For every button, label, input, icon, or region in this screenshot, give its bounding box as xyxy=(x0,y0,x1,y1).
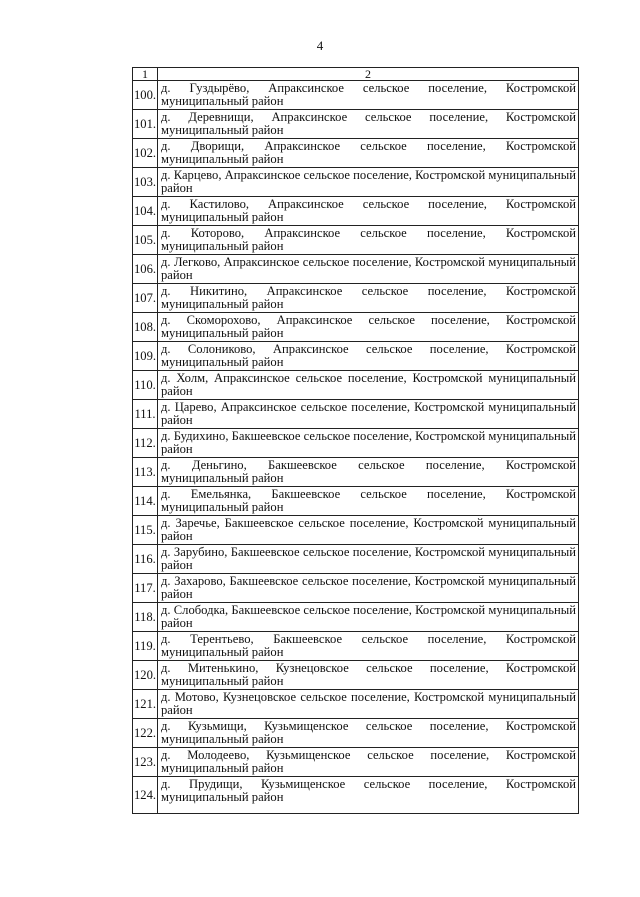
table-row xyxy=(133,748,579,777)
table-row xyxy=(133,487,579,516)
table-row xyxy=(133,197,579,226)
row-number: 100. xyxy=(133,81,158,110)
settlement-description: д. Карцево, Апраксинское сельское поселение, Костромской муниципальный район xyxy=(161,168,576,195)
settlements-table xyxy=(132,67,579,814)
row-number: 105. xyxy=(133,226,158,255)
table-row xyxy=(133,255,579,284)
settlement-description: д. Прудищи, Кузьмищенское сельское поселение, Костромской муниципальный район xyxy=(161,777,576,804)
row-number: 106. xyxy=(133,255,158,284)
row-number: 120. xyxy=(133,661,158,690)
row-cell xyxy=(158,719,579,748)
table-row xyxy=(133,342,579,371)
settlement-description: д. Зарубино, Бакшеевское сельское поселение, Костромской муниципальный район xyxy=(161,545,576,572)
settlement-description: д. Деньгино, Бакшеевское сельское поселение, Костромской муниципальный район xyxy=(161,458,576,485)
table-row xyxy=(133,226,579,255)
row-number: 116. xyxy=(133,545,158,574)
header-col-number: 1 xyxy=(133,68,158,81)
row-cell xyxy=(158,81,579,110)
row-number: 117. xyxy=(133,574,158,603)
row-cell xyxy=(158,777,579,814)
row-cell xyxy=(158,400,579,429)
settlement-description: д. Захарово, Бакшеевское сельское поселение, Костромской муниципальный район xyxy=(161,574,576,601)
table-row xyxy=(133,661,579,690)
row-cell xyxy=(158,226,579,255)
row-cell xyxy=(158,168,579,197)
row-cell xyxy=(158,197,579,226)
table-row xyxy=(133,371,579,400)
page-number: 4 xyxy=(316,38,324,53)
settlement-description: д. Царево, Апраксинское сельское поселение, Костромской муниципальный район xyxy=(161,400,576,427)
row-number: 101. xyxy=(133,110,158,139)
row-cell xyxy=(158,545,579,574)
settlement-description: д. Холм, Апраксинское сельское поселение, Костромской муниципальный район xyxy=(161,371,576,398)
row-cell xyxy=(158,516,579,545)
row-number: 110. xyxy=(133,371,158,400)
settlement-description: д. Емельянка, Бакшеевское сельское поселение, Костромской муниципальный район xyxy=(161,487,576,514)
settlement-description: д. Которово, Апраксинское сельское поселение, Костромской муниципальный район xyxy=(161,226,576,253)
table-row xyxy=(133,545,579,574)
row-cell xyxy=(158,487,579,516)
row-number: 124. xyxy=(133,777,158,814)
row-cell xyxy=(158,632,579,661)
table-row xyxy=(133,400,579,429)
row-number: 109. xyxy=(133,342,158,371)
table-row xyxy=(133,313,579,342)
settlement-description: д. Скоморохово, Апраксинское сельское поселение, Костромской муниципальный район xyxy=(161,313,576,340)
settlement-description: д. Мотово, Кузнецовское сельское поселение, Костромской муниципальный район xyxy=(161,690,576,717)
row-number: 119. xyxy=(133,632,158,661)
settlement-description: д. Будихино, Бакшеевское сельское поселение, Костромской муниципальный район xyxy=(161,429,576,456)
table-row xyxy=(133,284,579,313)
row-cell xyxy=(158,313,579,342)
table-row xyxy=(133,516,579,545)
row-number: 111. xyxy=(133,400,158,429)
row-cell xyxy=(158,429,579,458)
settlement-description: д. Митенькино, Кузнецовское сельское поселение, Костромской муниципальный район xyxy=(161,661,576,688)
table-row xyxy=(133,429,579,458)
row-cell xyxy=(158,342,579,371)
settlement-description: д. Деревнищи, Апраксинское сельское поселение, Костромской муниципальный район xyxy=(161,110,576,137)
table-row xyxy=(133,719,579,748)
table-row xyxy=(133,139,579,168)
row-cell xyxy=(158,661,579,690)
table-header-row xyxy=(133,68,579,81)
row-number: 108. xyxy=(133,313,158,342)
row-cell xyxy=(158,284,579,313)
row-number: 115. xyxy=(133,516,158,545)
settlement-description: д. Слободка, Бакшеевское сельское поселение, Костромской муниципальный район xyxy=(161,603,576,630)
table-row xyxy=(133,458,579,487)
table-row xyxy=(133,603,579,632)
row-cell xyxy=(158,748,579,777)
row-cell xyxy=(158,371,579,400)
row-cell xyxy=(158,690,579,719)
settlement-description: д. Никитино, Апраксинское сельское поселение, Костромской муниципальный район xyxy=(161,284,576,311)
row-cell xyxy=(158,110,579,139)
settlement-description: д. Дворищи, Апраксинское сельское поселение, Костромской муниципальный район xyxy=(161,139,576,166)
settlement-description: д. Молодеево, Кузьмищенское сельское поселение, Костромской муниципальный район xyxy=(161,748,576,775)
row-number: 118. xyxy=(133,603,158,632)
row-cell xyxy=(158,574,579,603)
settlement-description: д. Заречье, Бакшеевское сельское поселение, Костромской муниципальный район xyxy=(161,516,576,543)
table-row xyxy=(133,110,579,139)
table-row xyxy=(133,777,579,814)
row-cell xyxy=(158,458,579,487)
settlement-description: д. Легково, Апраксинское сельское поселение, Костромской муниципальный район xyxy=(161,255,576,282)
row-cell xyxy=(158,255,579,284)
row-cell xyxy=(158,603,579,632)
table-row xyxy=(133,574,579,603)
table-row xyxy=(133,168,579,197)
row-number: 113. xyxy=(133,458,158,487)
settlement-description: д. Кастилово, Апраксинское сельское поселение, Костромской муниципальный район xyxy=(161,197,576,224)
settlement-description: д. Кузьмищи, Кузьмищенское сельское поселение, Костромской муниципальный район xyxy=(161,719,576,746)
row-number: 112. xyxy=(133,429,158,458)
row-number: 121. xyxy=(133,690,158,719)
row-number: 114. xyxy=(133,487,158,516)
table-row xyxy=(133,690,579,719)
row-number: 104. xyxy=(133,197,158,226)
row-cell xyxy=(158,139,579,168)
row-number: 107. xyxy=(133,284,158,313)
header-col-name: 2 xyxy=(158,68,579,81)
table-row xyxy=(133,81,579,110)
settlement-description: д. Гуздырёво, Апраксинское сельское поселение, Костромской муниципальный район xyxy=(161,81,576,108)
row-number: 122. xyxy=(133,719,158,748)
row-number: 103. xyxy=(133,168,158,197)
row-number: 123. xyxy=(133,748,158,777)
settlement-description: д. Солониково, Апраксинское сельское поселение, Костромской муниципальный район xyxy=(161,342,576,369)
settlement-description: д. Терентьево, Бакшеевское сельское поселение, Костромской муниципальный район xyxy=(161,632,576,659)
table-row xyxy=(133,632,579,661)
row-number: 102. xyxy=(133,139,158,168)
